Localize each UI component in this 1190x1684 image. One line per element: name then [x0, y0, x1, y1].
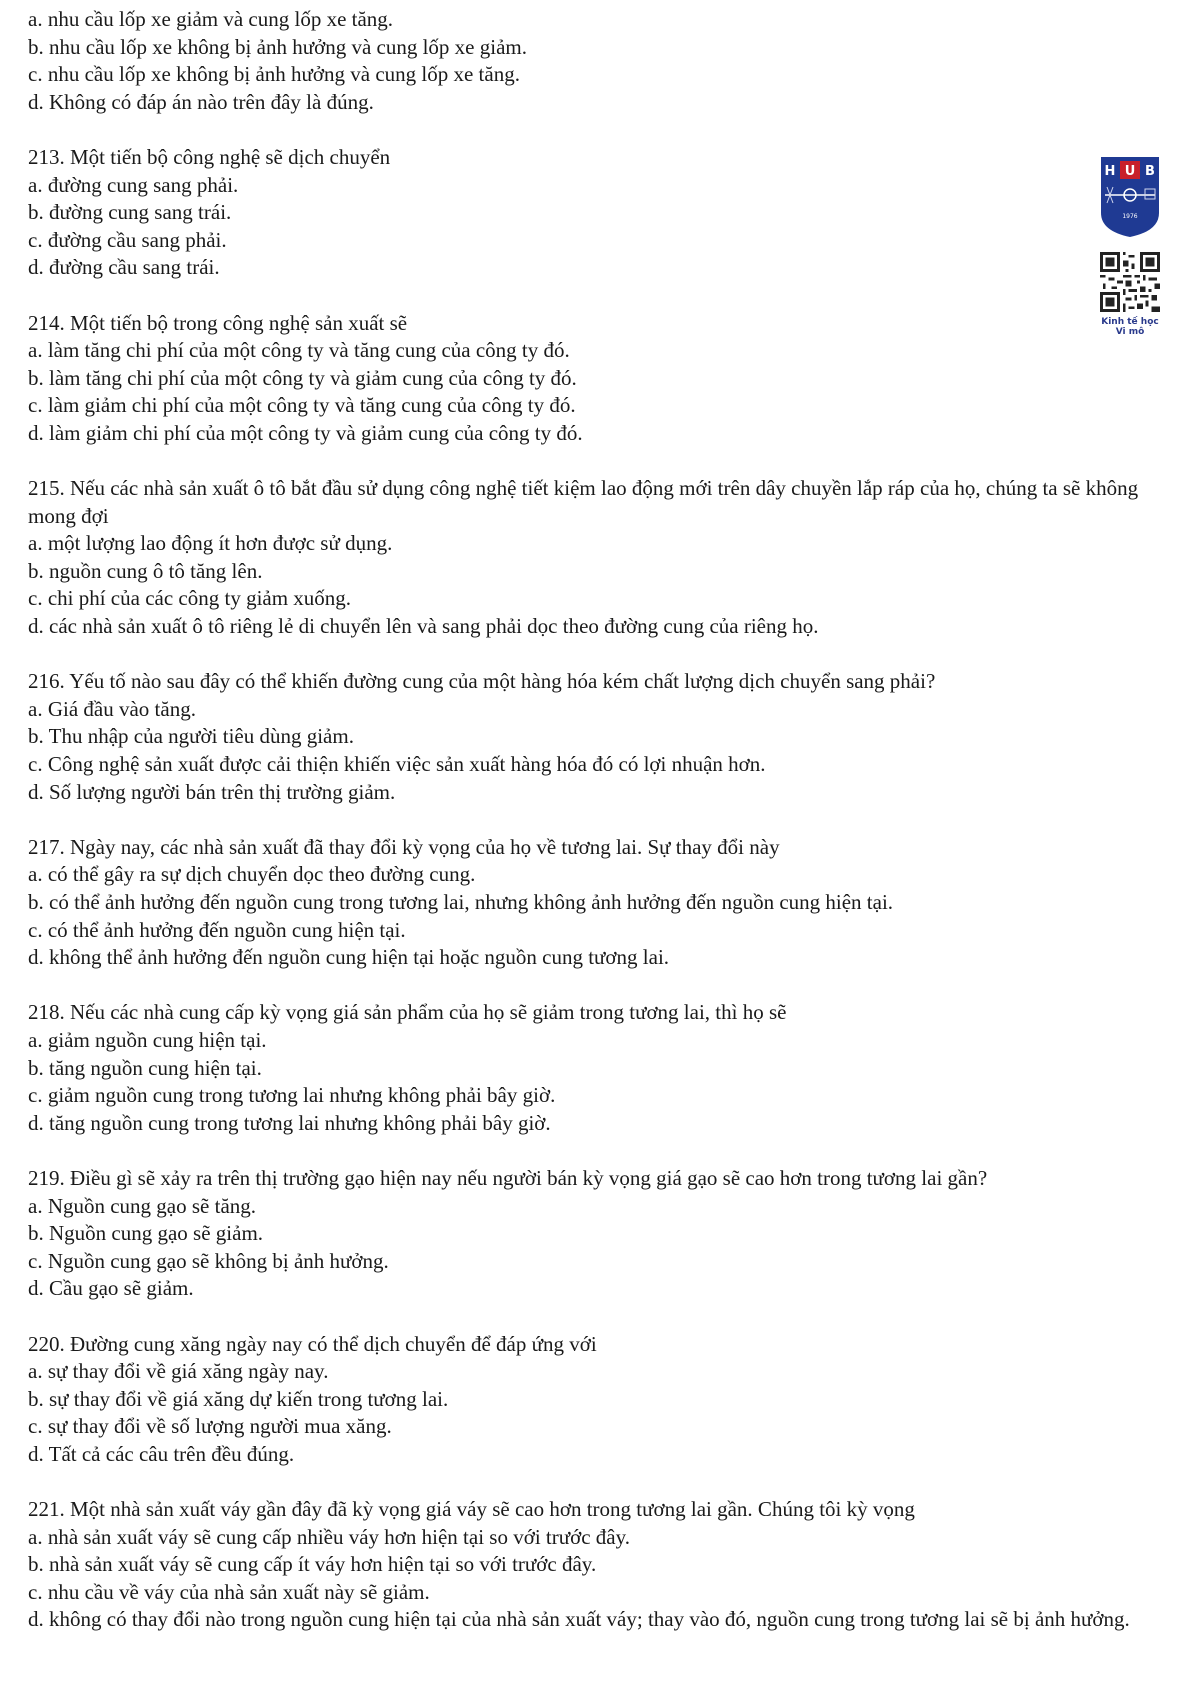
option-221c: c. nhu cầu về váy của nhà sản xuất này sẽ giảm.	[28, 1579, 430, 1604]
option-218b: b. tăng nguồn cung hiện tại.	[28, 1055, 262, 1080]
spacer	[28, 972, 1168, 1000]
question-214: 214. Một tiến bộ trong công nghệ sản xuất sẽ	[28, 310, 408, 335]
spacer	[28, 1303, 1168, 1331]
text-line: a. nhu cầu lốp xe giảm và cung lốp xe tăng.	[28, 7, 394, 31]
option-215d: d. các nhà sản xuất ô tô riêng lẻ di chuyển lên và sang phải dọc theo đường cung của riêng họ.	[28, 614, 819, 639]
question-220: 220. Đường cung xăng ngày nay có thể dịch chuyển để đáp ứng với	[28, 1331, 597, 1356]
option-214b: b. làm tăng chi phí của một công ty và giảm cung của công ty đó.	[28, 365, 577, 390]
option-221d: d. không có thay đổi nào trong nguồn cung hiện tại của nhà sản xuất váy; thay vào đó, nguồn cung trong tương lai sẽ bị ảnh hưởng.	[28, 1607, 1130, 1632]
option-216a: a. Giá đầu vào tăng.	[28, 696, 196, 721]
text-line: c. nhu cầu lốp xe không bị ảnh hưởng và cung lốp xe tăng.	[28, 62, 520, 87]
option-215c: c. chi phí của các công ty giảm xuống.	[28, 586, 352, 611]
spacer	[28, 641, 1168, 669]
hub-shield-icon	[1099, 155, 1161, 239]
logo-letter: U	[1124, 164, 1136, 179]
question-219: 219. Điều gì sẽ xảy ra trên thị trường gạo hiện nay nếu người bán kỳ vọng giá gạo sẽ cao hơn trong tương lai gần?	[28, 1165, 988, 1190]
option-216c: c. Công nghệ sản xuất được cải thiện khiến việc sản xuất hàng hóa đó có lợi nhuận hơn.	[28, 752, 766, 777]
option-217c: c. có thể ảnh hưởng đến nguồn cung hiện tại.	[28, 917, 406, 942]
question-216: 216. Yếu tố nào sau đây có thể khiến đường cung của một hàng hóa kém chất lượng dịch chuyển sang phải?	[28, 669, 936, 694]
option-219d: d. Cầu gạo sẽ giảm.	[28, 1276, 194, 1301]
logo-letter: H	[1104, 164, 1116, 179]
option-213c: c. đường cầu sang phải.	[28, 227, 227, 252]
option-217a: a. có thể gây ra sự dịch chuyển dọc theo đường cung.	[28, 862, 476, 887]
option-215a: a. một lượng lao động ít hơn được sử dụng.	[28, 531, 393, 556]
spacer	[28, 1137, 1168, 1165]
option-219c: c. Nguồn cung gạo sẽ không bị ảnh hưởng.	[28, 1248, 389, 1273]
option-218d: d. tăng nguồn cung trong tương lai nhưng không phải bây giờ.	[28, 1110, 551, 1135]
option-215b: b. nguồn cung ô tô tăng lên.	[28, 558, 263, 583]
option-216d: d. Số lượng người bán trên thị trường giảm.	[28, 779, 396, 804]
text-line: b. nhu cầu lốp xe không bị ảnh hưởng và cung lốp xe giảm.	[28, 34, 527, 59]
spacer	[28, 806, 1168, 834]
question-213: 213. Một tiến bộ công nghệ sẽ dịch chuyển	[28, 144, 391, 169]
option-216b: b. Thu nhập của người tiêu dùng giảm.	[28, 724, 354, 749]
option-214a: a. làm tăng chi phí của một công ty và tăng cung của công ty đó.	[28, 338, 570, 363]
option-213b: b. đường cung sang trái.	[28, 200, 232, 225]
spacer	[28, 282, 1168, 310]
question-218: 218. Nếu các nhà cung cấp kỳ vọng giá sản phẩm của họ sẽ giảm trong tương lai, thì họ sẽ	[28, 1000, 787, 1025]
option-221a: a. nhà sản xuất váy sẽ cung cấp nhiều váy hơn hiện tại so với trước đây.	[28, 1524, 630, 1549]
option-219b: b. Nguồn cung gạo sẽ giảm.	[28, 1221, 264, 1246]
option-213a: a. đường cung sang phải.	[28, 172, 239, 197]
option-219a: a. Nguồn cung gạo sẽ tăng.	[28, 1193, 257, 1218]
option-217b: b. có thể ảnh hưởng đến nguồn cung trong tương lai, nhưng không ảnh hưởng đến nguồn cung hiện tại.	[28, 890, 894, 914]
option-214c: c. làm giảm chi phí của một công ty và tăng cung của công ty đó.	[28, 393, 576, 418]
question-217: 217. Ngày nay, các nhà sản xuất đã thay đổi kỳ vọng của họ về tương lai. Sự thay đổi này	[28, 834, 780, 859]
option-220a: a. sự thay đổi về giá xăng ngày nay.	[28, 1359, 329, 1384]
spacer	[28, 116, 1168, 144]
option-220d: d. Tất cả các câu trên đều đúng.	[28, 1441, 295, 1466]
logo-caption: Kinh tế học	[1101, 317, 1159, 327]
question-215: 215. Nếu các nhà sản xuất ô tô bắt đầu sử dụng công nghệ tiết kiệm lao động mới trên dây chuyền lắp ráp của họ, chúng ta sẽ không mong đợi	[28, 476, 1139, 528]
option-221b: b. nhà sản xuất váy sẽ cung cấp ít váy hơn hiện tại so với trước đây.	[28, 1552, 597, 1577]
option-218c: c. giảm nguồn cung trong tương lai nhưng không phải bây giờ.	[28, 1083, 556, 1108]
logo-caption-sub: Vi mô	[1115, 327, 1145, 337]
side-logo	[1095, 155, 1163, 337]
question-221: 221. Một nhà sản xuất váy gần đây đã kỳ vọng giá váy sẽ cao hơn trong tương lai gần. Chúng tôi kỳ vọng	[28, 1497, 915, 1522]
logo-letter: B	[1145, 164, 1155, 179]
text-line: d. Không có đáp án nào trên đây là đúng.	[28, 89, 374, 114]
option-214d: d. làm giảm chi phí của một công ty và giảm cung của công ty đó.	[28, 420, 583, 445]
option-218a: a. giảm nguồn cung hiện tại.	[28, 1027, 267, 1052]
option-220c: c. sự thay đổi về số lượng người mua xăng.	[28, 1414, 392, 1439]
spacer	[28, 448, 1168, 476]
spacer	[28, 1468, 1168, 1496]
document-body	[28, 6, 1168, 1634]
logo-year: 1976	[1122, 213, 1138, 220]
option-217d: d. không thể ảnh hưởng đến nguồn cung hiện tại hoặc nguồn cung tương lai.	[28, 945, 670, 970]
option-213d: d. đường cầu sang trái.	[28, 255, 220, 280]
qr-code-icon	[1100, 252, 1160, 312]
option-220b: b. sự thay đổi về giá xăng dự kiến trong tương lai.	[28, 1386, 449, 1411]
